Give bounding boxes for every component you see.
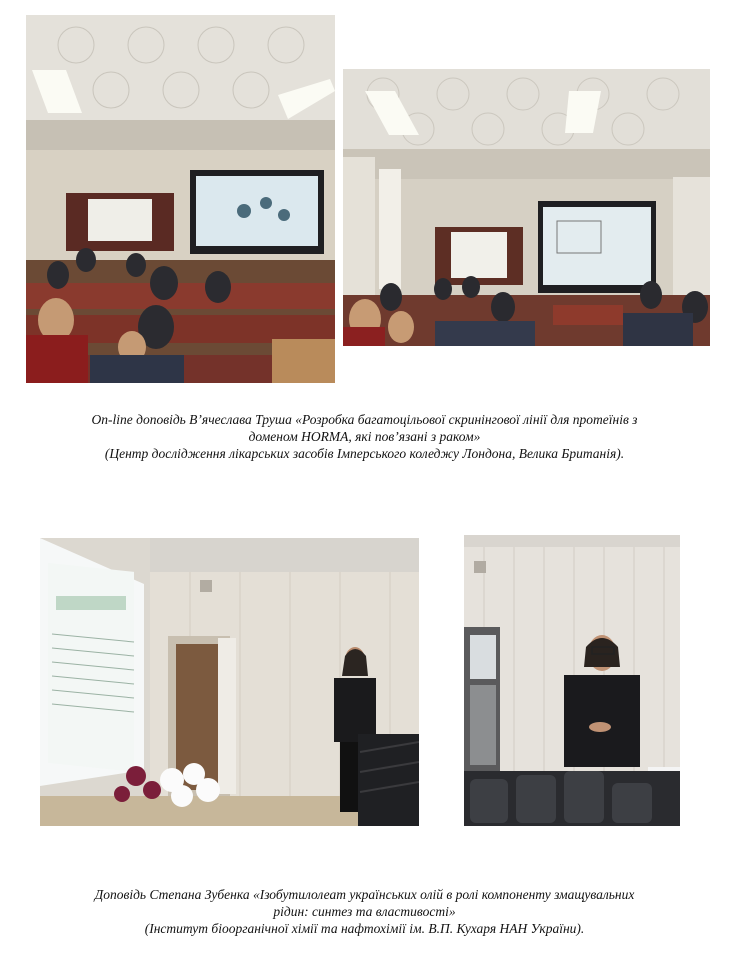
speaker-photo-room <box>40 538 419 826</box>
photo-caption-zubenko-talk <box>20 886 709 937</box>
conference-photo-audience-right <box>343 69 710 346</box>
caption-line: доменом HORMA, які пов’язані з раком» <box>248 429 481 444</box>
speaker-photo-closeup <box>464 535 680 826</box>
photo-caption-online-talk <box>20 411 709 462</box>
caption-line: On-line доповідь В’ячеслава Труша «Розробка багатоцільової скринінгової лінії для протеїнів з <box>91 412 638 427</box>
conference-photo-audience-left <box>26 15 335 383</box>
caption-line: (Центр дослідження лікарських засобів Імперського коледжу Лондона, Велика Британія). <box>104 446 625 461</box>
caption-line: Доповідь Степана Зубенка «Ізобутилолеат українських олій в ролі компоненту змащувальних <box>94 887 635 902</box>
caption-line: (Інститут біоорганічної хімії та нафтохімії ім. В.П. Кухаря НАН України). <box>144 921 585 936</box>
caption-line: рідин: синтез та властивості» <box>273 904 456 919</box>
